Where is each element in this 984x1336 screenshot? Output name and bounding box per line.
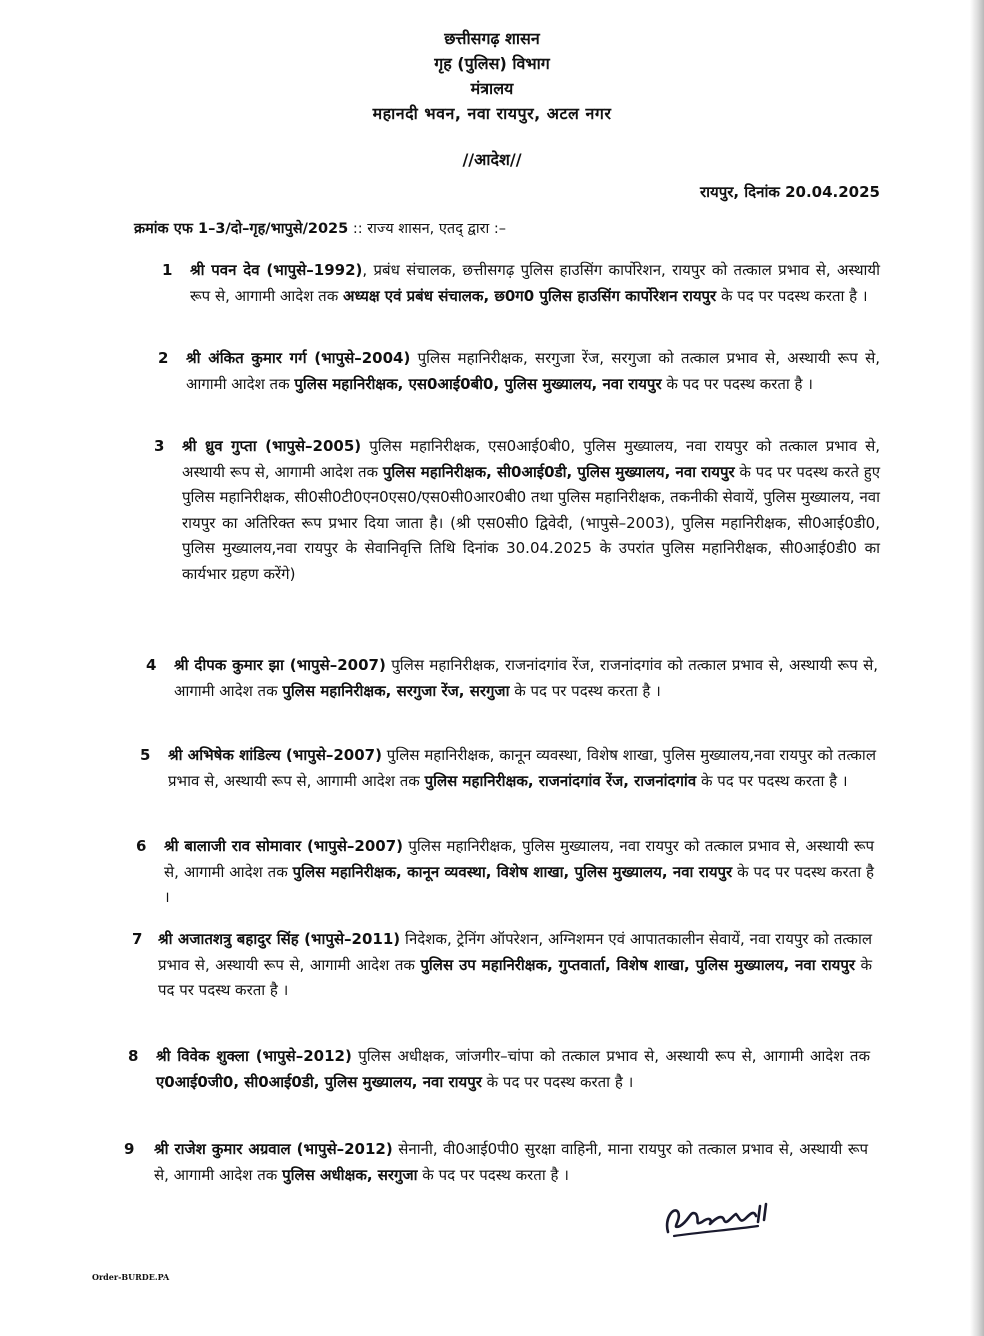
date-line: रायपुर, दिनांक 20.04.2025 bbox=[700, 183, 880, 201]
footer-reference: Order-BURDE.PA bbox=[92, 1272, 170, 1282]
item-number: 6 bbox=[136, 837, 147, 855]
order-item bbox=[124, 1137, 868, 1188]
item-text: के पद पर पदस्थ करता है । bbox=[481, 1072, 634, 1091]
order-item bbox=[136, 834, 874, 911]
letterhead bbox=[0, 26, 984, 126]
order-item bbox=[146, 653, 878, 704]
government-name: छत्तीसगढ़ शासन bbox=[444, 29, 540, 48]
officer-name: श्री अजातशत्रु बहादुर सिंह (भापुसे–2011) bbox=[158, 930, 401, 948]
new-post: पुलिस महानिरीक्षक, सी0आई0डी, पुलिस मुख्यालय, नवा रायपुर bbox=[382, 462, 735, 481]
item-text: निदेशक, ट्रेनिंग ऑपरेशन, अग्निशमन एवं आपातकालीन सेवायें, नवा रायपुर को तत्काल प्रभाव से, अस्थायी रूप से, आगामी आदेश तक bbox=[158, 930, 872, 974]
item-number: 5 bbox=[140, 746, 151, 764]
department-name: गृह (पुलिस) विभाग bbox=[434, 54, 550, 73]
item-text: के पद पर पदस्थ करता है । bbox=[661, 374, 813, 393]
order-item bbox=[132, 927, 873, 1004]
order-item bbox=[140, 743, 876, 794]
order-item bbox=[128, 1044, 870, 1095]
new-post: पुलिस महानिरीक्षक, राजनांदगांव रेंज, राजनांदगांव bbox=[424, 771, 697, 790]
new-post: पुलिस महानिरीक्षक, एस0आई0बी0, पुलिस मुख्यालय, नवा रायपुर bbox=[294, 374, 662, 393]
reference-line bbox=[134, 218, 506, 238]
item-text: सेनानी, वी0आई0पी0 सुरक्षा वाहिनी, माना रायपुर को तत्काल प्रभाव से, अस्थायी रूप से, आगामी आदेश तक bbox=[154, 1140, 868, 1184]
signature bbox=[660, 1196, 776, 1246]
page-edge-shadow bbox=[970, 0, 984, 1336]
item-number: 7 bbox=[132, 930, 143, 948]
item-text: पुलिस महानिरीक्षक, कानून व्यवस्था, विशेष शाखा, पुलिस मुख्यालय,नवा रायपुर को तत्काल प्रभाव से, अस्थायी रूप से, आगामी आदेश तक bbox=[168, 746, 876, 790]
reference-text: :: राज्य शासन, एतद् द्वारा :– bbox=[348, 221, 507, 237]
ministry-name: मंत्रालय bbox=[470, 79, 514, 98]
item-text: पुलिस महानिरीक्षक, एस0आई0बी0, पुलिस मुख्यालय, नवा रायपुर को तत्काल प्रभाव से, अस्थायी रूप से, आगामी आदेश तक bbox=[182, 437, 881, 481]
item-text: , प्रबंध संचालक, छत्तीसगढ़ पुलिस हाउसिंग कार्पोरेशन, रायपुर को तत्काल प्रभाव से, अस्थायी रूप से, आगामी आदेश तक bbox=[190, 261, 880, 305]
item-text: के पद पर पदस्थ करता है । bbox=[158, 955, 873, 999]
officer-name: श्री राजेश कुमार अग्रवाल (भापुसे–2012) bbox=[154, 1140, 393, 1158]
office-address: महानदी भवन, नवा रायपुर, अटल नगर bbox=[372, 104, 612, 123]
item-number: 1 bbox=[162, 261, 173, 279]
officer-name: श्री दीपक कुमार झा (भापुसे–2007) bbox=[174, 656, 386, 674]
officer-name: श्री ध्रुव गुप्ता (भापुसे–2005) bbox=[182, 437, 362, 455]
item-text: के पद पर पदस्थ करता है । bbox=[696, 771, 848, 790]
new-post: पुलिस महानिरीक्षक, कानून व्यवस्था, विशेष शाखा, पुलिस मुख्यालय, नवा रायपुर bbox=[292, 862, 733, 881]
item-number: 8 bbox=[128, 1047, 139, 1065]
item-text: के पद पर पदस्थ करता है । bbox=[716, 286, 868, 305]
item-text: पुलिस महानिरीक्षक, सरगुजा रेंज, सरगुजा को तत्काल प्रभाव से, अस्थायी रूप से, आगामी आदेश तक bbox=[186, 349, 880, 393]
new-post: पुलिस अधीक्षक, सरगुजा bbox=[282, 1165, 418, 1184]
item-text: के पद पर पदस्थ करते हुए पुलिस महानिरीक्षक, सी0सी0टी0एन0एस0/एस0सी0आर0बी0 तथा पुलिस महानिरीक्षक, तकनीकी सेवायें, पुलिस मुख्यालय, नवा रायपुर का अतिरिक्त रूप प्रभार दिया जाता है। (श्री एस0सी0 द्विवेदी, (भापुसे–2003), पुलिस महानिरीक्षक, सी0आई0डी0, पुलिस मुख्यालय,नवा रायपुर के सेवानिवृत्ति तिथि दिनांक 30.04.2025 के उपरांत पुलिस महानिरीक्षक, सी0आई0डी0 का कार्यभार ग्रहण करेंगे) bbox=[182, 462, 880, 583]
item-number: 4 bbox=[146, 656, 157, 674]
new-post: पुलिस उप महानिरीक्षक, गुप्तवार्ता, विशेष शाखा, पुलिस मुख्यालय, नवा रायपुर bbox=[420, 955, 855, 974]
officer-name: श्री विवेक शुक्ला (भापुसे–2012) bbox=[156, 1047, 352, 1065]
officer-name: श्री पवन देव (भापुसे–1992) bbox=[190, 261, 363, 279]
item-number: 9 bbox=[124, 1140, 135, 1158]
officer-name: श्री बालाजी राव सोमावार (भापुसे–2007) bbox=[164, 837, 404, 855]
item-text: पुलिस महानिरीक्षक, पुलिस मुख्यालय, नवा रायपुर को तत्काल प्रभाव से, अस्थायी रूप से, आगामी आदेश तक bbox=[164, 837, 874, 881]
item-text: के पद पर पदस्थ करता है । bbox=[417, 1165, 569, 1184]
item-text: पुलिस महानिरीक्षक, राजनांदगांव रेंज, राजनांदगांव को तत्काल प्रभाव से, अस्थायी रूप से, आगामी आदेश तक bbox=[174, 656, 878, 700]
item-text: के पद पर पदस्थ करता है । bbox=[164, 862, 874, 906]
order-item bbox=[158, 346, 880, 397]
new-post: ए0आई0जी0, सी0आई0डी, पुलिस मुख्यालय, नवा रायपुर bbox=[156, 1072, 482, 1091]
new-post: अध्यक्ष एवं प्रबंध संचालक, छ0ग0 पुलिस हाउसिंग कार्पोरेशन रायपुर bbox=[343, 286, 717, 305]
item-number: 2 bbox=[158, 349, 169, 367]
reference-number: क्रमांक एफ 1–3/दो–गृह/भापुसे/2025 bbox=[134, 221, 349, 237]
order-title: //आदेश// bbox=[462, 150, 522, 169]
officer-name: श्री अंकित कुमार गर्ग (भापुसे–2004) bbox=[186, 349, 411, 367]
officer-name: श्री अभिषेक शांडिल्य (भापुसे–2007) bbox=[168, 746, 382, 764]
new-post: पुलिस महानिरीक्षक, सरगुजा रेंज, सरगुजा bbox=[282, 681, 510, 700]
item-text: के पद पर पदस्थ करता है । bbox=[509, 681, 661, 700]
order-item bbox=[162, 258, 880, 309]
order-item bbox=[154, 434, 881, 587]
item-text: पुलिस अधीक्षक, जांजगीर–चांपा को तत्काल प्रभाव से, अस्थायी रूप से, आगामी आदेश तक bbox=[351, 1047, 870, 1065]
item-number: 3 bbox=[154, 437, 165, 455]
